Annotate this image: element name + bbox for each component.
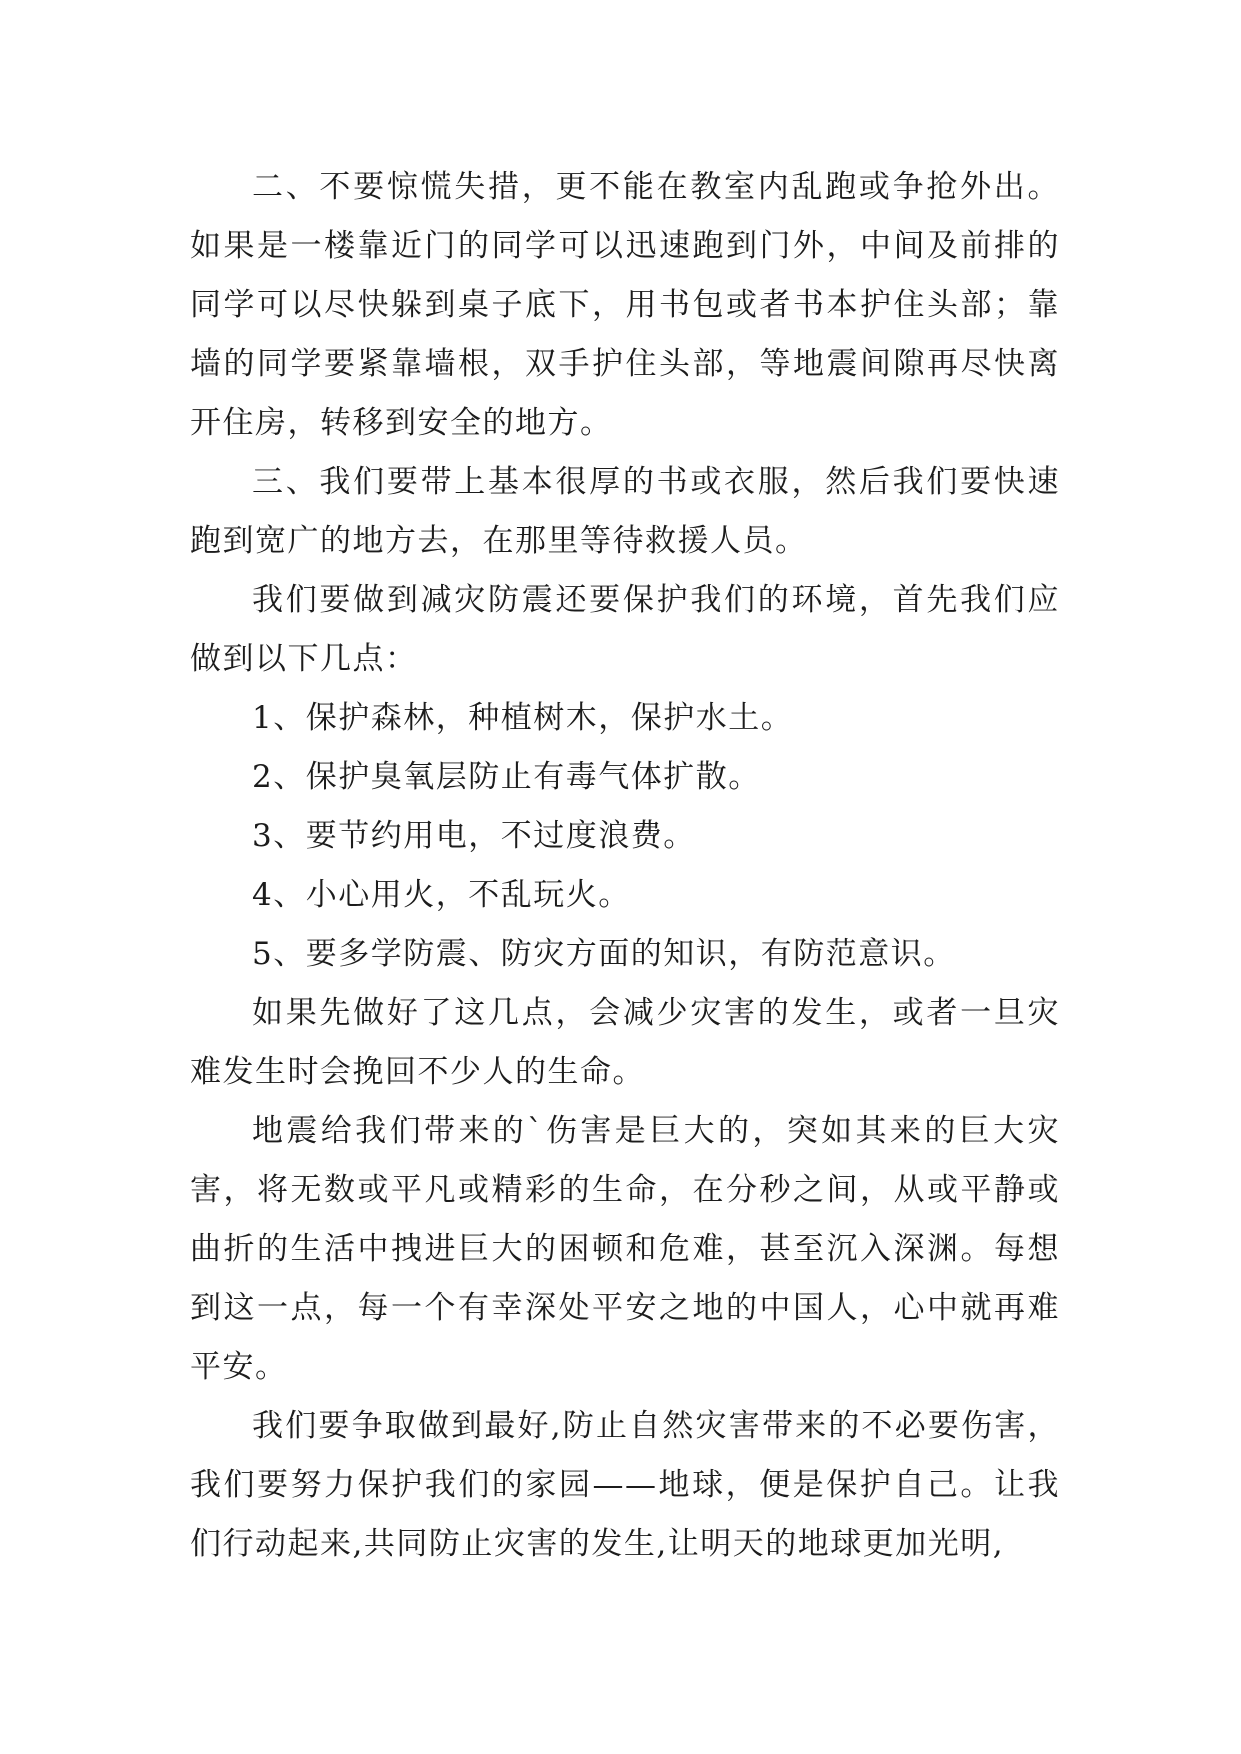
paragraph-earthquake-tip-3: 三、我们要带上基本很厚的书或衣服，然后我们要快速跑到宽广的地方去，在那里等待救援人员。 (190, 464, 1060, 559)
list-item-save-electricity: 3、要节约用电，不过度浪费。 (252, 818, 696, 854)
paragraph-benefit: 如果先做好了这几点，会减少灾害的发生，或者一旦灾难发生时会挽回不少人的生命。 (190, 995, 1060, 1090)
paragraph-call-to-action: 我们要争取做到最好,防止自然灾害带来的不必要伤害，我们要努力保护我们的家园——地球，便是保护自己。让我们行动起来,共同防止灾害的发生,让明天的地球更加光明, (190, 1408, 1060, 1562)
paragraph-earthquake-tip-2: 二、不要惊慌失措，更不能在教室内乱跑或争抢外出。如果是一楼靠近门的同学可以迅速跑到门外，中间及前排的同学可以尽快躲到桌子底下，用书包或者书本护住头部；靠墙的同学要紧靠墙根，双手护住头部，等地震间隙再尽快离开住房，转移到安全的地方。 (190, 169, 1060, 441)
list-item-protect-forest: 1、保护森林，种植树木，保护水土。 (252, 700, 794, 736)
document-body (190, 158, 1060, 1574)
paragraph-earthquake-harm: 地震给我们带来的`伤害是巨大的，突如其来的巨大灾害，将无数或平凡或精彩的生命，在分秒之间，从或平静或曲折的生活中拽进巨大的困顿和危难，甚至沉入深渊。每想到这一点，每一个有幸深处平安之地的中国人，心中就再难平安。 (190, 1113, 1060, 1385)
paragraph-environment-intro: 我们要做到减灾防震还要保护我们的环境，首先我们应做到以下几点： (190, 582, 1060, 677)
list-item-fire-safety: 4、小心用火，不乱玩火。 (252, 877, 631, 913)
list-item-disaster-knowledge: 5、要多学防震、防灾方面的知识，有防范意识。 (252, 936, 956, 972)
list-item-protect-ozone: 2、保护臭氧层防止有毒气体扩散。 (252, 759, 761, 795)
